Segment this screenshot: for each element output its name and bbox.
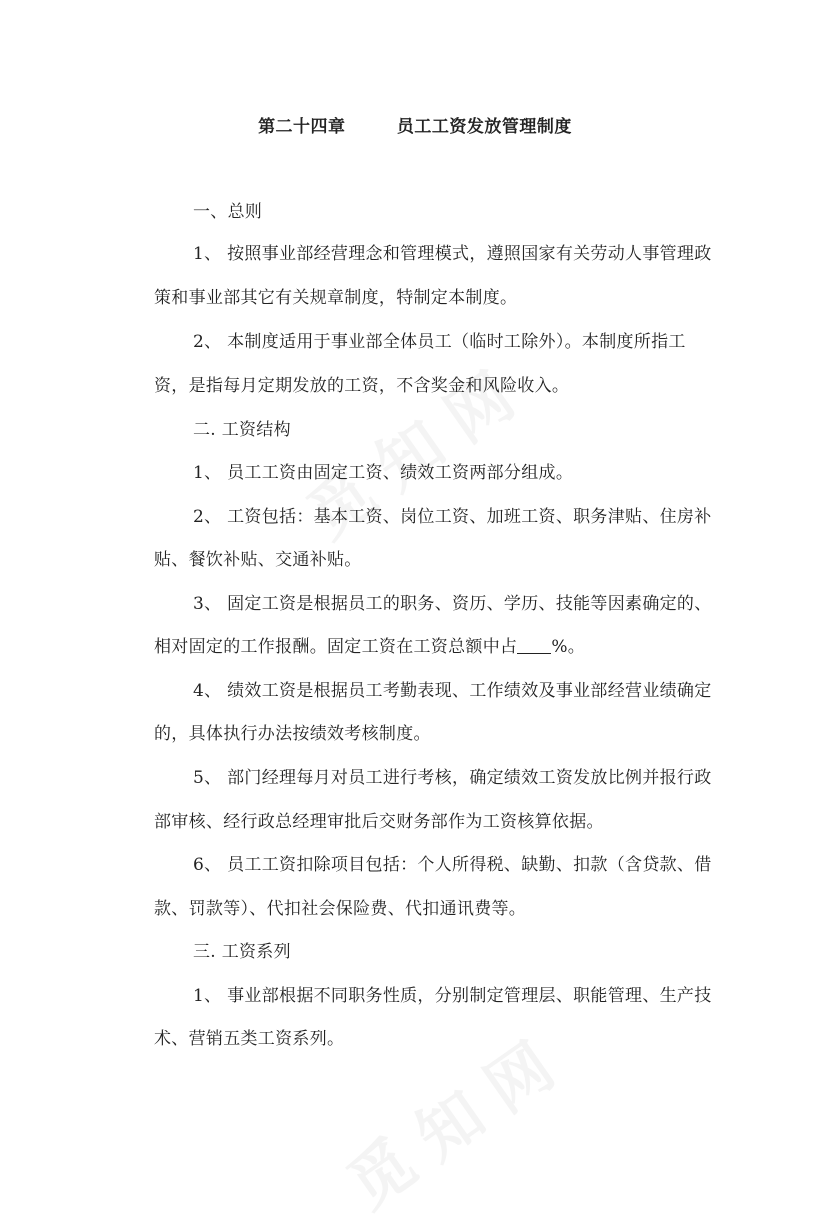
line-suffix: %。 [551,637,586,657]
paragraph-line: 6、 员工工资扣除项目包括：个人所得税、缺勤、扣款（含贷款、借 [193,855,712,875]
line-text: 相对固定的工作报酬。固定工资在工资总额中占 [154,637,518,657]
paragraph-line: 的，具体执行办法按绩效考核制度。 [154,724,431,744]
paragraph-line: 1、 员工工资由固定工资、绩效工资两部分组成。 [193,463,574,483]
paragraph-line: 款、罚款等）、代扣社会保险费、代扣通讯费等。 [154,899,527,919]
paragraph-line: 资，是指每月定期发放的工资，不含奖金和风险收入。 [154,376,570,396]
paragraph-line: 2、 工资包括：基本工资、岗位工资、加班工资、职务津贴、住房补 [193,507,712,527]
paragraph-line: 4、 绩效工资是根据员工考勤表现、工作绩效及事业部经营业绩确定 [193,681,712,701]
chapter-title: 第二十四章 员工工资发放管理制度 [258,117,572,137]
section-heading-series: 三. 工资系列 [193,942,291,962]
fill-in-blank [517,637,551,654]
paragraph-line: 2、 本制度适用于事业部全体员工（临时工除外）。本制度所指工 [193,332,686,352]
watermark [326,1006,585,1226]
paragraph-line: 5、 部门经理每月对员工进行考核，确定绩效工资发放比例并报行政 [193,768,712,788]
paragraph-line: 1、 按照事业部经营理念和管理模式，遵照国家有关劳动人事管理政 [193,244,712,264]
section-heading-general: 一、总则 [193,202,263,222]
paragraph-line: 策和事业部其它有关规章制度，特制定本制度。 [154,288,518,308]
section-heading-structure: 二. 工资结构 [193,420,291,440]
paragraph-line: 贴、餐饮补贴、交通补贴。 [154,550,362,570]
paragraph-line: 3、 固定工资是根据员工的职务、资历、学历、技能等因素确定的、 [193,594,712,614]
paragraph-line: 术、营销五类工资系列。 [154,1029,345,1049]
paragraph-line-with-blank [154,635,585,659]
paragraph-line: 部审核、经行政总经理审批后交财务部作为工资核算依据。 [154,812,604,832]
paragraph-line: 1、 事业部根据不同职务性质，分别制定管理层、职能管理、生产技 [193,986,712,1006]
